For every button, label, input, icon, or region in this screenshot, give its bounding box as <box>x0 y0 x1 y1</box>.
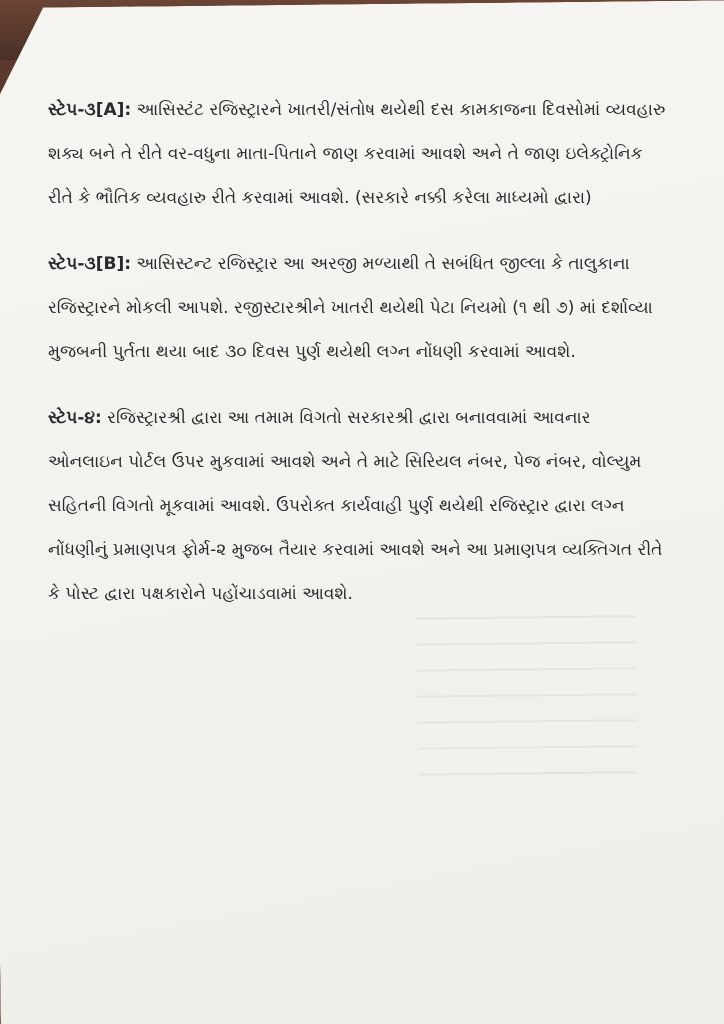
step-3b-paragraph <box>48 242 668 374</box>
document-body <box>48 88 668 638</box>
step-3b-text: આસિસ્ટન્ટ રજિસ્ટ્રાર આ અરજી મળ્યાથી તે સબંધિત જીલ્લા કે તાલુકાના રજિસ્ટ્રારને મોકલી આપશે. રજીસ્ટારશ્રીને ખાતરી થયેથી પેટા નિયમો (૧ થી ૭) માં દર્શાવ્યા મુજબની પુર્તતા થયા બાદ ૩૦ દિવસ પુર્ણ થયેથી લગ્ન નોંધણી કરવામાં આવશે. <box>48 254 653 362</box>
step-3a-paragraph <box>48 88 668 220</box>
step-3a-text: આસિસ્ટંટ રજિસ્ટ્રારને ખાતરી/સંતોષ થયેથી દસ કામકાજના દિવસોમાં વ્યવહારુ શક્ય બને તે રીતે વર-વધુના માતા-પિતાને જાણ કરવામાં આવશે અને તે જાણ ઇલેક્ટ્રોનિક રીતે કે ભૌતિક વ્યવહારુ રીતે કરવામાં આવશે. (સરકારે નક્કી કરેલા માધ્યમો દ્વારા) <box>48 100 666 208</box>
step-4-text: રજિસ્ટ્રારશ્રી દ્વારા આ તમામ વિગતો સરકારશ્રી દ્વારા બનાવવામાં આવનાર ઓનલાઇન પોર્ટલ ઉપર મુકવામાં આવશે અને તે માટે સિરિયલ નંબર, પેજ નંબર, વોલ્યુમ સહિતની વિગતો મૂકવામાં આવશે. ઉપરોક્ત કાર્યવાહી પુર્ણ થયેથી રજિસ્ટ્રાર દ્વારા લગ્ન નોંધણીનું પ્રમાણપત્ર ફોર્મ-૨ મુજબ તૈયાર કરવામાં આવશે અને આ પ્રમાણપત્ર વ્યક્તિગત રીતે કે પોસ્ટ દ્વારા પક્ષકારોને પહોંચાડવામાં આવશે. <box>48 408 663 604</box>
step-4-label: સ્ટેપ-૪: <box>48 408 102 428</box>
step-4-paragraph <box>48 396 668 616</box>
step-3b-label: સ્ટેપ-૩[B]: <box>48 254 132 274</box>
step-3a-label: સ્ટેપ-૩[A]: <box>48 100 132 120</box>
